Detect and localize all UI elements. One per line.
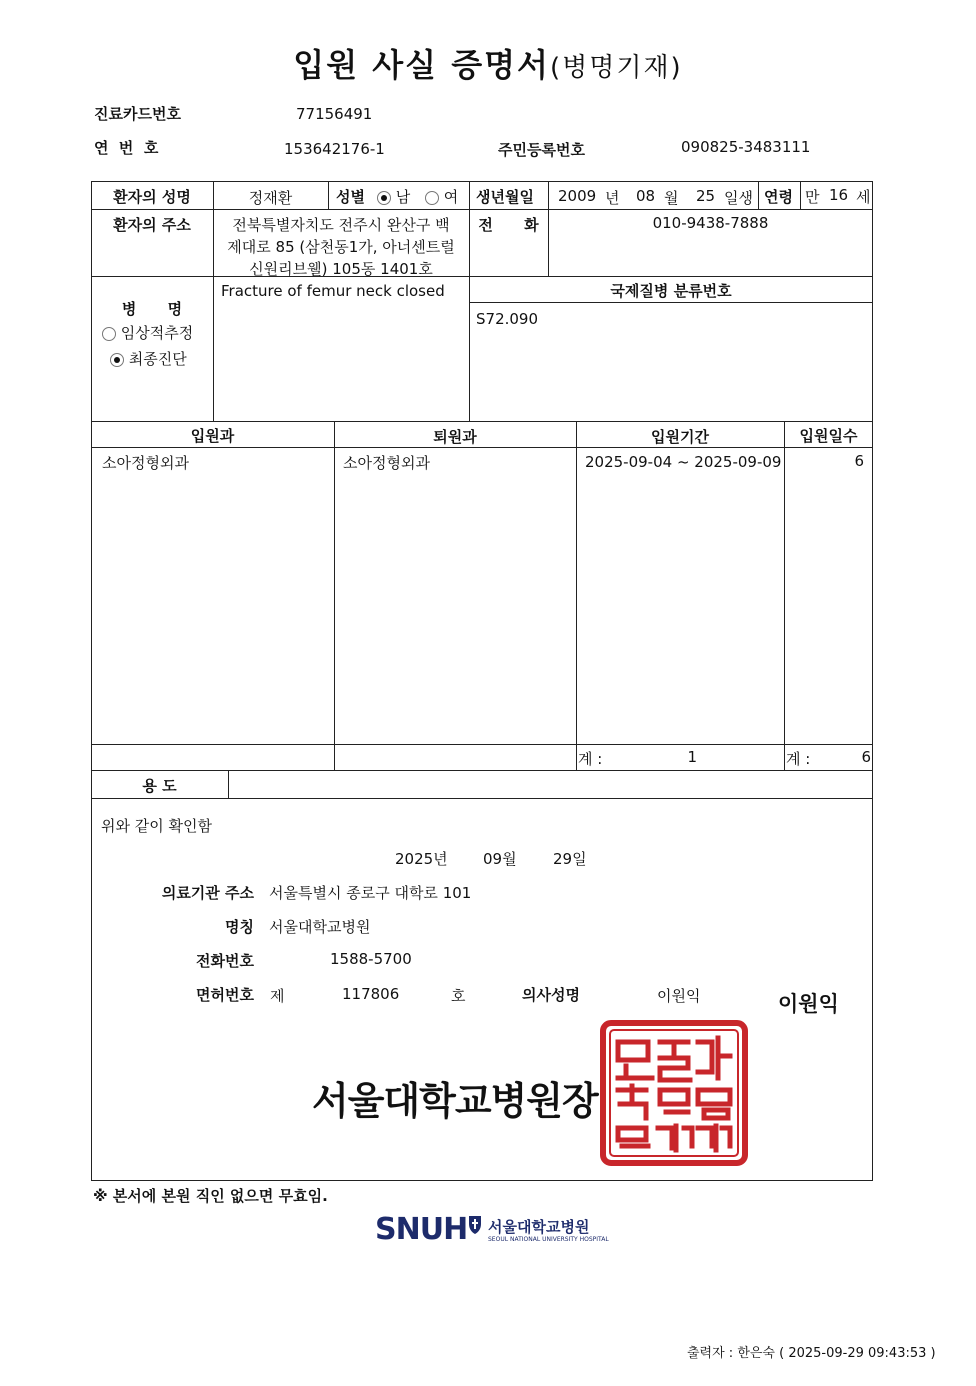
total-value-1: 1 — [687, 748, 697, 766]
rrn-label: 주민등록번호 — [498, 141, 585, 159]
admit-dept-label: 입원과 — [190, 427, 235, 445]
title-sub: (병명기재) — [549, 53, 683, 83]
age-unit: 세 — [856, 188, 871, 206]
icd-label: 국제질병 분류번호 — [610, 282, 732, 300]
address-label: 환자의 주소 — [113, 216, 191, 234]
address-line-2: 제대로 85 (삼천동1가, 아너센트럴 — [227, 238, 455, 256]
doctor-label: 의사성명 — [522, 986, 580, 1004]
institution-phone-value: 1588-5700 — [330, 950, 412, 968]
card-number-label: 진료카드번호 — [94, 105, 181, 123]
confirm-year: 2025년 — [395, 850, 448, 868]
institution-name-value: 서울대학교병원 — [269, 918, 371, 936]
patient-name-label: 환자의 성명 — [113, 188, 191, 206]
card-number-value: 77156491 — [296, 105, 373, 123]
birth-label: 생년월일 — [476, 188, 534, 206]
confirm-statement: 위와 같이 확인함 — [101, 817, 212, 835]
age-label: 연령 — [764, 188, 793, 206]
phone-label: 전 화 — [478, 216, 539, 234]
admit-dept-value: 소아정형외과 — [102, 454, 189, 472]
discharge-dept-label: 퇴원과 — [433, 428, 477, 446]
icd-value: S72.090 — [476, 310, 539, 328]
age-value: 16 — [829, 186, 849, 204]
rrn-value: 090825-3483111 — [681, 138, 811, 156]
address-value — [213, 214, 469, 280]
snuh-emblem-icon — [466, 1214, 484, 1236]
license-suffix: 호 — [451, 987, 466, 1005]
address-line-1: 전북특별자치도 전주시 완산구 백 — [232, 216, 450, 234]
age-prefix: 만 — [805, 188, 820, 206]
sex-female-label: 여 — [443, 188, 459, 206]
confirm-month: 09월 — [483, 850, 517, 868]
birth-month-unit: 월 — [664, 189, 679, 207]
sex-female-radio[interactable] — [425, 191, 439, 205]
institution-address-value: 서울특별시 종로구 대학로 101 — [269, 884, 472, 902]
phone-value: 010-9438-7888 — [652, 214, 769, 232]
license-label: 면허번호 — [196, 986, 254, 1004]
admission-period-value: 2025-09-04 ~ 2025-09-09 — [585, 453, 782, 471]
sex-female-option — [425, 186, 458, 207]
address-line-3: 신원리브웰) 105동 1401호 — [249, 260, 433, 278]
snuh-logo-english: SEOUL NATIONAL UNIVERSITY HOSPITAL — [488, 1236, 609, 1243]
diagnosis-clinical-label: 임상적추정 — [120, 324, 194, 342]
admission-days-label: 입원일수 — [799, 427, 858, 445]
serial-number-label: 연 번 호 — [94, 139, 159, 157]
doctor-signature: 이원익 — [778, 991, 839, 1016]
purpose-label: 용 도 — [142, 777, 177, 795]
admission-period-label: 입원기간 — [651, 428, 709, 446]
official-seal-icon — [600, 1020, 748, 1166]
hospital-director: 서울대학교병원장 — [312, 1079, 598, 1123]
admission-days-value: 6 — [854, 452, 864, 470]
title-main: 입원 사실 증명서 — [293, 46, 550, 84]
birth-year-unit: 년 — [605, 189, 620, 207]
document-title — [0, 40, 976, 86]
birth-day: 25 — [696, 187, 716, 205]
license-prefix: 제 — [270, 987, 285, 1005]
printed-by: 출력자 : 한은숙 ( 2025-09-29 09:43:53 ) — [687, 1346, 936, 1361]
diagnosis-value: Fracture of femur neck closed — [221, 282, 445, 300]
form-frame — [91, 181, 873, 1181]
diagnosis-final-radio[interactable] — [110, 353, 124, 367]
doctor-value: 이원익 — [657, 987, 701, 1005]
sex-male-option — [377, 186, 410, 207]
birth-day-unit: 일생 — [724, 189, 753, 207]
institution-address-label: 의료기관 주소 — [161, 884, 254, 902]
validity-notice: ※ 본서에 본원 직인 없으면 무효임. — [93, 1187, 328, 1205]
snuh-logo-text: SNUH — [375, 1212, 468, 1247]
sex-male-label: 남 — [395, 188, 411, 206]
sex-male-radio[interactable] — [377, 191, 391, 205]
diagnosis-clinical-option — [102, 322, 193, 343]
total-label-2: 계 : — [786, 750, 811, 768]
birth-year: 2009 — [558, 187, 597, 205]
patient-name-value: 정재환 — [248, 189, 293, 207]
total-label-1: 계 : — [578, 750, 603, 768]
serial-number-value: 153642176-1 — [284, 140, 385, 158]
birth-month: 08 — [636, 187, 656, 205]
total-value-2: 6 — [861, 748, 871, 766]
snuh-logo-korean: 서울대학교병원 — [488, 1218, 590, 1236]
diagnosis-final-option — [110, 348, 187, 369]
discharge-dept-value: 소아정형외과 — [343, 454, 430, 472]
institution-phone-label: 전화번호 — [196, 952, 254, 970]
institution-name-label: 명칭 — [225, 918, 254, 936]
diagnosis-final-label: 최종진단 — [128, 350, 187, 368]
confirm-day: 29일 — [553, 850, 587, 868]
sex-label: 성별 — [336, 188, 365, 206]
diagnosis-clinical-radio[interactable] — [102, 327, 116, 341]
diagnosis-label: 병 명 — [121, 300, 183, 318]
license-value: 117806 — [342, 985, 400, 1003]
